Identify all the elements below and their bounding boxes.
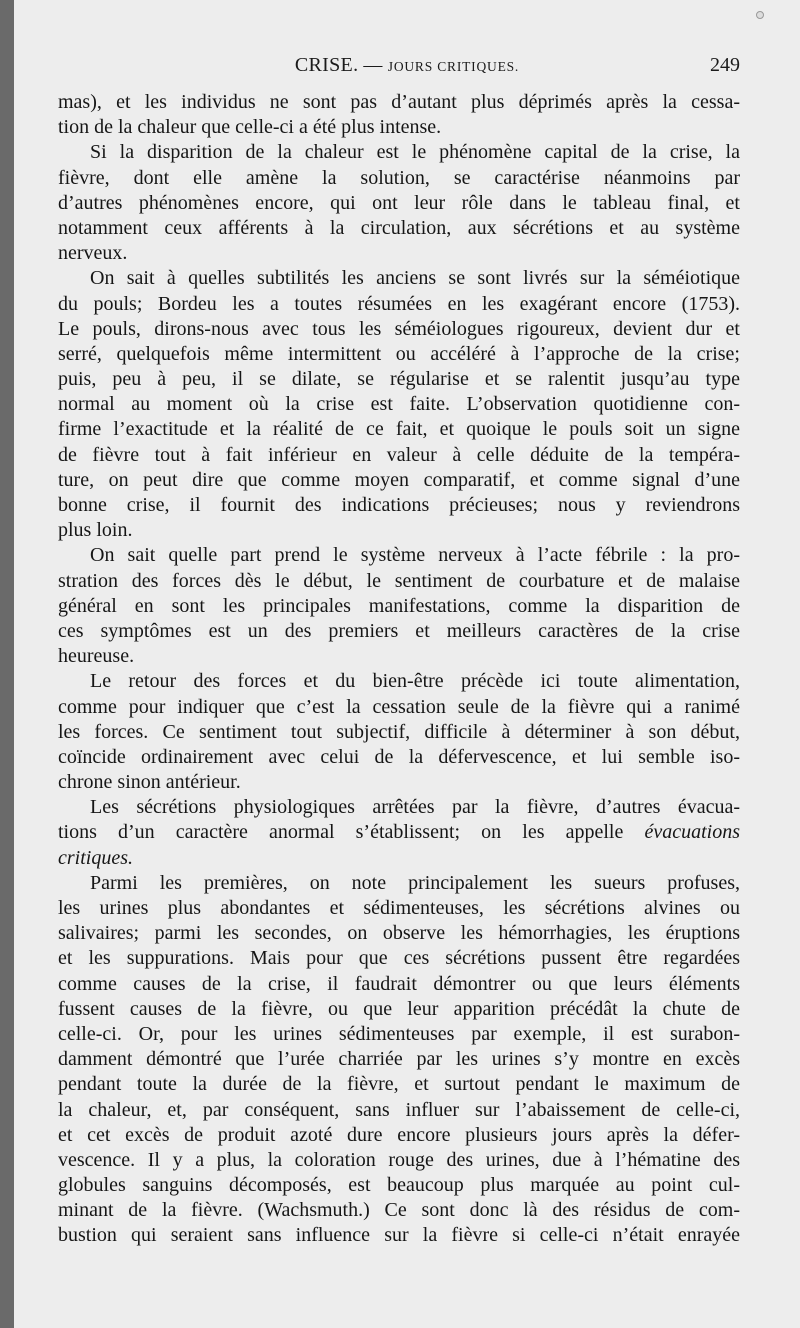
- running-title-sub: JOURS CRITIQUES.: [387, 59, 520, 74]
- text-line: nerveux.: [58, 242, 128, 265]
- page-header: [74, 54, 740, 84]
- text-line: firme l’exactitude et la réalité de ce fait, et quoique le pouls soit un signe: [58, 418, 740, 441]
- paragraph: [58, 266, 740, 543]
- text-line: Le pouls, dirons-nous avec tous les séméiologues rigoureux, devient dur et: [58, 317, 740, 340]
- text-line: damment démontré que l’urée charriée par les urines s’y montre en excès: [58, 1048, 740, 1071]
- text-line: général en sont les principales manifestations, comme la disparition de: [58, 594, 740, 617]
- text-line: plus loin.: [58, 519, 133, 542]
- text-line: fièvre, dont elle amène la solution, se caractérise néanmoins par: [58, 166, 740, 189]
- paragraph: [58, 90, 740, 140]
- text-line: notamment ceux afférents à la circulation, aux sécrétions et au système: [58, 216, 740, 239]
- text-line: critiques.: [58, 846, 133, 869]
- running-title: [74, 54, 740, 77]
- text-line: et les suppurations. Mais pour que ces sécrétions pussent être regardées: [58, 947, 740, 970]
- paragraph: [58, 543, 740, 669]
- text-line: Parmi les premières, on note principalement les sueurs profuses,: [90, 871, 740, 894]
- paragraph: [58, 140, 740, 266]
- text-line: pendant toute la durée de la fièvre, et surtout pendant le maximum de: [58, 1073, 740, 1096]
- paragraph: [58, 871, 740, 1249]
- ink-dot-mark: [756, 11, 764, 19]
- text-line: stration des forces dès le début, le sentiment de courbature et de malaise: [58, 569, 740, 592]
- text-line: tion de la chaleur que celle-ci a été plus intense.: [58, 116, 442, 139]
- text-line: coïncide ordinairement avec celui de la défervescence, et lui semble iso-: [58, 745, 740, 768]
- running-title-dash: —: [358, 55, 388, 76]
- text-line: ture, on peut dire que comme moyen comparatif, et comme signal d’une: [58, 468, 740, 491]
- paragraph: [58, 669, 740, 795]
- text-line: salivaires; parmi les secondes, on observe les hémorrhagies, les éruptions: [58, 922, 740, 945]
- text-line: la chaleur, et, par conséquent, sans influer sur l’abaissement de celle-ci,: [58, 1098, 740, 1121]
- text-line: bonne crise, il fournit des indications précieuses; nous y reviendrons: [58, 494, 740, 516]
- book-page: [14, 0, 800, 1328]
- text-line: minant de la fièvre. (Wachsmuth.) Ce sont donc là des résidus de com-: [58, 1199, 740, 1222]
- text-line: Les sécrétions physiologiques arrêtées par la fièvre, d’autres évacua-: [90, 796, 740, 819]
- text-line: les urines plus abondantes et sédimenteuses, les sécrétions alvines ou: [58, 897, 740, 919]
- running-title-main: CRISE.: [294, 54, 359, 76]
- text-line: ces symptômes est un des premiers et meilleurs caractères de la crise: [58, 619, 740, 642]
- text-line: du pouls; Bordeu les a toutes résumées en les exagérant encore (1753).: [58, 292, 740, 315]
- text-line: Le retour des forces et du bien-être précède ici toute alimentation,: [90, 670, 740, 693]
- text-line: mas), et les individus ne sont pas d’autant plus déprimés après la cessa-: [58, 91, 740, 113]
- text-line: On sait quelle part prend le système nerveux à l’acte fébrile : la pro-: [90, 544, 740, 567]
- body-text: [58, 90, 740, 1249]
- text-line: comme pour indiquer que c’est la cessation seule de la fièvre qui a ranimé: [58, 695, 740, 718]
- text-line: les forces. Ce sentiment tout subjectif, difficile à déterminer à son début,: [58, 720, 740, 743]
- text-line: On sait à quelles subtilités les anciens se sont livrés sur la séméiotique: [90, 267, 740, 290]
- text-line: de fièvre tout à fait inférieur en valeur à celle déduite de la tempéra-: [58, 443, 740, 466]
- text-line: comme causes de la crise, il faudrait démontrer ou que leurs éléments: [58, 972, 740, 995]
- text-line: heureuse.: [58, 645, 135, 668]
- text-line: celle-ci. Or, pour les urines sédimenteuses par exemple, il est surabon-: [58, 1022, 740, 1045]
- text-line: vescence. Il y a plus, la coloration rouge des urines, due à l’hématine des: [58, 1148, 740, 1171]
- text-line: normal au moment où la crise est faite. L’observation quotidienne con-: [58, 393, 740, 416]
- text-line: fussent causes de la fièvre, ou que leur apparition précédât la chute de: [58, 997, 740, 1020]
- text-line: chrone sinon antérieur.: [58, 771, 241, 794]
- text-line: et cet excès de produit azoté dure encore plusieurs jours après la défer-: [58, 1123, 740, 1146]
- text-line: serré, quelquefois même intermittent ou accéléré à l’approche de la crise;: [58, 342, 740, 365]
- text-line: Si la disparition de la chaleur est le phénomène capital de la crise, la: [90, 141, 740, 164]
- text-line: globules sanguins décomposés, est beaucoup plus marquée au point cul-: [58, 1174, 740, 1197]
- text-line: bustion qui seraient sans influence sur la fièvre si celle-ci n’était enrayée: [58, 1224, 740, 1247]
- page-number: 249: [710, 54, 740, 76]
- text-line: tions d’un caractère anormal s’établissent; on les appelle évacuations: [58, 821, 740, 844]
- text-line: puis, peu à peu, il se dilate, se régularise et se ralentit jusqu’au type: [58, 368, 740, 391]
- paragraph: [58, 795, 740, 871]
- text-line: d’autres phénomènes encore, qui ont leur rôle dans le tableau final, et: [58, 191, 740, 214]
